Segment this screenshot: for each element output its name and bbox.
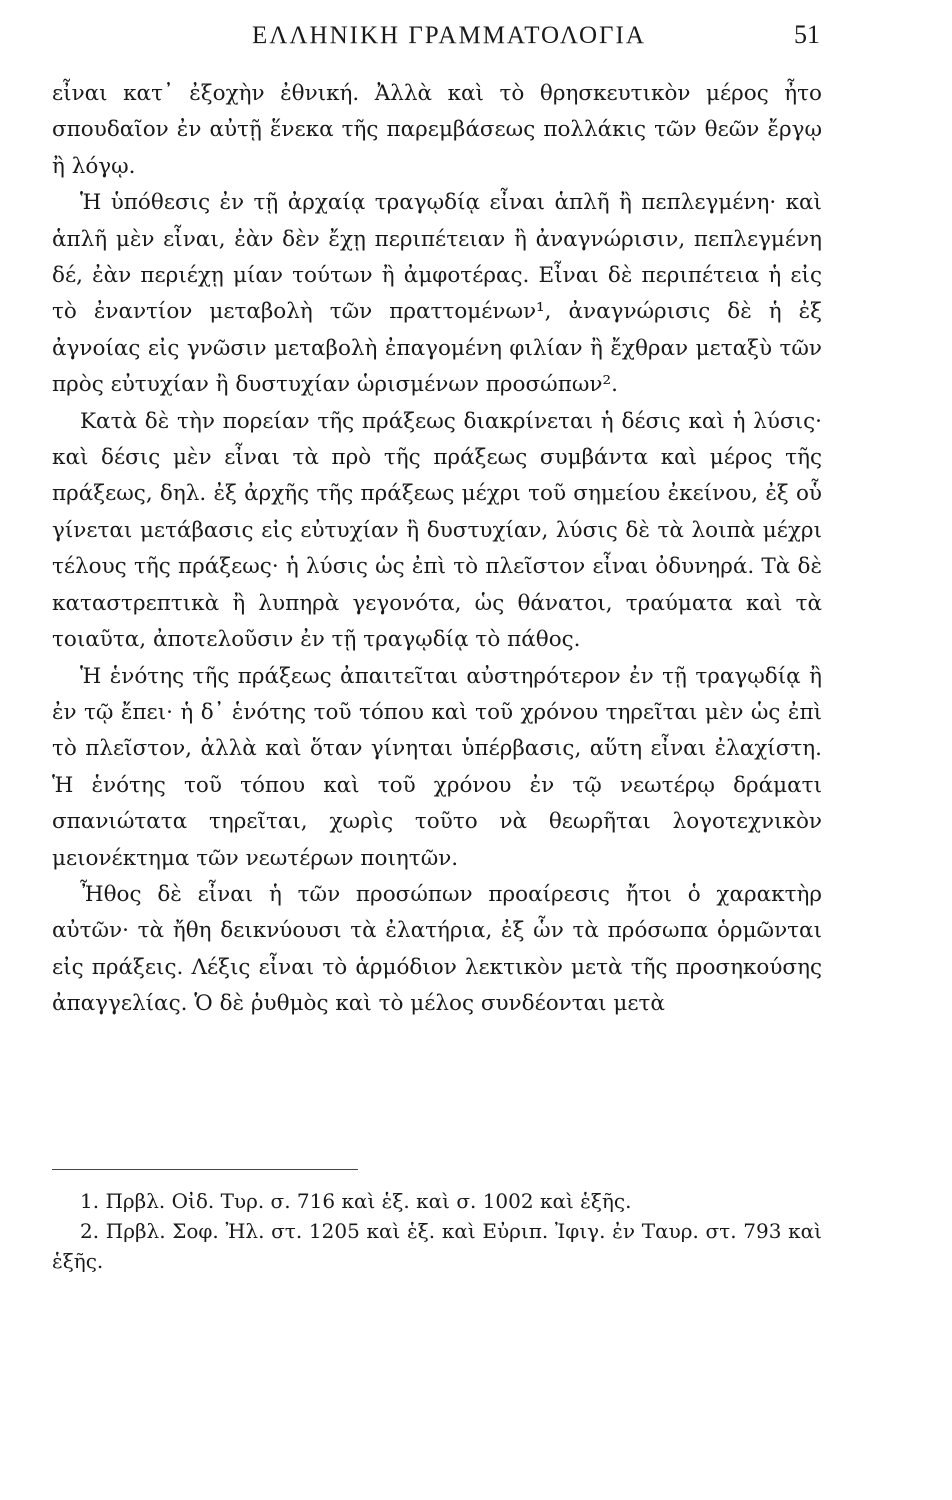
paragraph-complication-resolution: Κατὰ δὲ τὴν πορείαν τῆς πράξεως διακρίνεται ἡ δέσις καὶ ἡ λύσις· καὶ δέσις μὲν εἶναι τὰ πρὸ τῆς πράξεως συμβάντα καὶ μέρος τῆς πράξεως, δηλ. ἐξ ἀρχῆς τῆς πράξεως μέχρι τοῦ σημείου ἐκείνου, ἐξ οὗ γίνεται μετάβασις εἰς εὐτυχίαν ἢ δυστυχίαν, λύσις δὲ τὰ λοιπὰ μέχρι τέλους τῆς πράξεως· ἡ λύσις ὡς ἐπὶ τὸ πλεῖστον εἶναι ὀδυνηρά. Τὰ δὲ καταστρεπτικὰ ἢ λυπηρὰ γεγονότα, ὡς θάνατοι, τραύματα καὶ τὰ τοιαῦτα, ἀποτελοῦσιν ἐν τῇ τραγῳδίᾳ τὸ πάθος.	[52, 408, 822, 653]
running-head	[52, 22, 822, 62]
paragraph-unity: Ἡ ἑνότης τῆς πράξεως ἀπαιτεῖται αὐστηρότερον ἐν τῇ τραγῳδίᾳ ἢ ἐν τῷ ἔπει· ἡ δ᾿ ἑνότης τοῦ τόπου καὶ τοῦ χρόνου τηρεῖται μὲν ὡς ἐπὶ τὸ πλεῖστον, ἀλλὰ καὶ ὅταν γίνηται ὑπέρβασις, αὕτη εἶναι ἐλαχίστη. Ἡ ἑνότης τοῦ τόπου καὶ τοῦ χρόνου ἐν τῷ νεωτέρῳ δράματι σπανιώτατα τηρεῖται, χωρὶς τοῦτο νὰ θεωρῆται λογοτεχνικὸν μειονέκτημα τῶν νεωτέρων ποιητῶν.	[52, 663, 822, 871]
footnotes	[52, 1186, 822, 1276]
page-number: 51	[794, 20, 820, 49]
paragraph-continuation: εἶναι κατ᾿ ἐξοχὴν ἐθνική. Ἀλλὰ καὶ τὸ θρησκευτικὸν μέρος ἦτο σπουδαῖον ἐν αὐτῇ ἕνεκα τῆς παρεμβάσεως πολλάκις τῶν θεῶν ἔργῳ ἢ λόγῳ.	[52, 81, 822, 179]
footnote-2: 2. Πρβλ. Σοφ. Ἠλ. στ. 1205 καὶ ἑξ. καὶ Εὐριπ. Ἰφιγ. ἐν Ταυρ. στ. 793 καὶ ἑξῆς.	[52, 1219, 822, 1273]
paragraph-character-diction: Ἦθος δὲ εἶναι ἡ τῶν προσώπων προαίρεσις ἤτοι ὁ χαρακτὴρ αὐτῶν· τὰ ἤθη δεικνύουσι τὰ ἐλατήρια, ἐξ ὧν τὰ πρόσωπα ὁρμῶνται εἰς πράξεις. Λέξις εἶναι τὸ ἁρμόδιον λεκτικὸν μετὰ τῆς προσηκούσης ἀπαγγελίας. Ὁ δὲ ῥυθμὸς καὶ τὸ μέλος συνδέονται μετὰ	[52, 881, 822, 1017]
body-text	[52, 76, 822, 1023]
footnote-rule	[52, 1169, 358, 1170]
book-page	[52, 0, 822, 1500]
footnote-1: 1. Πρβλ. Οἰδ. Τυρ. σ. 716 καὶ ἑξ. καὶ σ. 1002 καὶ ἑξῆς.	[80, 1189, 632, 1213]
paragraph-plot: Ἡ ὑπόθεσις ἐν τῇ ἀρχαίᾳ τραγῳδίᾳ εἶναι ἁπλῆ ἢ πεπλεγμένη· καὶ ἁπλῆ μὲν εἶναι, ἐὰν δὲν ἔχῃ περιπέτειαν ἢ ἀναγνώρισιν, πεπλεγμένη δέ, ἐὰν περιέχῃ μίαν τούτων ἢ ἀμφοτέρας. Εἶναι δὲ περιπέτεια ἡ εἰς τὸ ἐναντίον μεταβολὴ τῶν πραττομένων¹, ἀναγνώρισις δὲ ἡ ἐξ ἀγνοίας εἰς γνῶσιν μεταβολὴ ἐπαγομένη φιλίαν ἢ ἔχθραν μεταξὺ τῶν πρὸς εὐτυχίαν ἢ δυστυχίαν ὡρισμένων προσώπων².	[52, 190, 822, 398]
running-title: ΕΛΛΗΝΙΚΗ ΓΡΑΜΜΑΤΟΛΟΓΙΑ	[252, 22, 646, 49]
